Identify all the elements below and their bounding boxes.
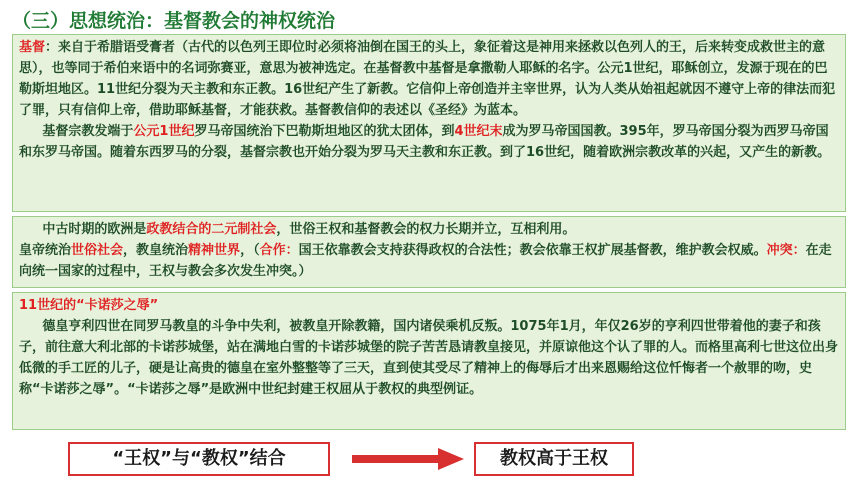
christ-term: 基督 (19, 40, 46, 55)
dual-text-e: ，（ (240, 243, 260, 258)
dual-system-term: 政教结合的二元制社会 (146, 222, 277, 237)
origin-date-2: 4世纪末 (454, 124, 503, 139)
conflict-term: 冲突： (766, 243, 806, 258)
secular-society-term: 世俗社会 (71, 243, 124, 258)
christianity-origin-paragraph (19, 121, 839, 163)
flow-left-box: “王权”与“教权”结合 (68, 442, 330, 476)
christ-definition-paragraph (19, 37, 839, 121)
christ-definition-box (12, 34, 846, 212)
canossa-body: 德皇亨利四世在同罗马教皇的斗争中失利，被教皇开除教籍，国内诸侯乘机反叛。1075年1月，年仅26岁的亨利四世带着他的妻子和孩子，前往意大利北部的卡诺莎城堡，站在满地白雪的卡诺莎城堡的院子苦苦恳请教皇接见，并原谅他这个认了罪的人。而格里高利七世这位出身低微的手工匠的儿子，硬是让高贵的德皇在室外整整等了三天，直到使其受尽了精神上的侮辱后才出来恩赐给这位忏悔者一个赦罪的吻，史称“卡诺莎之辱”。“卡诺莎之辱”是欧洲中世纪封建王权屈从于教权的典型例证。 (19, 319, 839, 397)
dual-text-d: ，教皇统治 (123, 243, 189, 258)
dual-text-g: 在走向统一国家的过程中，王权与教会多次发生冲突。） (19, 243, 832, 279)
dual-text-a: 中古时期的欧洲是 (42, 222, 147, 237)
cooperation-term: 合作： (259, 243, 299, 258)
flow-right-box: 教权高于王权 (474, 442, 634, 476)
origin-text-b: 罗马帝国统治下巴勒斯坦地区的犹太团体，到 (194, 124, 455, 139)
origin-text-a: 基督宗教发端于 (42, 124, 134, 139)
dual-system-paragraph (19, 219, 839, 240)
dual-text-c: 皇帝统治 (19, 243, 72, 258)
dual-system-box (12, 216, 846, 288)
christ-definition-text: ：来自于希腊语受膏者（古代的以色列王即位时必须将油倒在国王的头上，象征着这是神用来拯救以色列人的王，后来转变成救世主的意思），也等同于希伯来语中的名词弥赛亚，意思为被神选定。在基督教中基督是拿撒勒人耶稣的名字。公元1世纪，耶稣创立，发源于现在的巴勒斯坦地区。11世纪分裂为天主教和东正教。16世纪产生了新教。它信仰上帝创造并主宰世界，认为人类从始祖起就因不遵守上帝的律法而犯了罪，只有信仰上帝，借助耶稣基督，才能获救。基督教信仰的表述以《圣经》为蓝本。 (19, 40, 836, 118)
dual-text-f: 国王依靠教会支持获得政权的合法性；教会依靠王权扩展基督教，维护教会权威。 (298, 243, 767, 258)
origin-text-c: 成为罗马帝国国教。395年，罗马帝国分裂为西罗马帝国和东罗马帝国。随着东西罗马的分裂，基督宗教也开始分裂为罗马天主教和东正教。到了16世纪，随着欧洲宗教改革的兴起，又产生的新教。 (19, 124, 831, 160)
origin-date-1: 公元1世纪 (133, 124, 195, 139)
canossa-heading: 11世纪的“卡诺莎之辱” (19, 298, 159, 313)
dual-text-b: ，世俗王权和基督教会的权力长期并立，互相利用。 (276, 222, 576, 237)
cooperation-conflict-paragraph (19, 240, 839, 282)
right-arrow-icon (352, 448, 464, 470)
page-title: （三）思想统治：基督教会的神权统治 (12, 10, 336, 32)
canossa-box (12, 292, 846, 430)
spiritual-world-term: 精神世界 (188, 243, 241, 258)
